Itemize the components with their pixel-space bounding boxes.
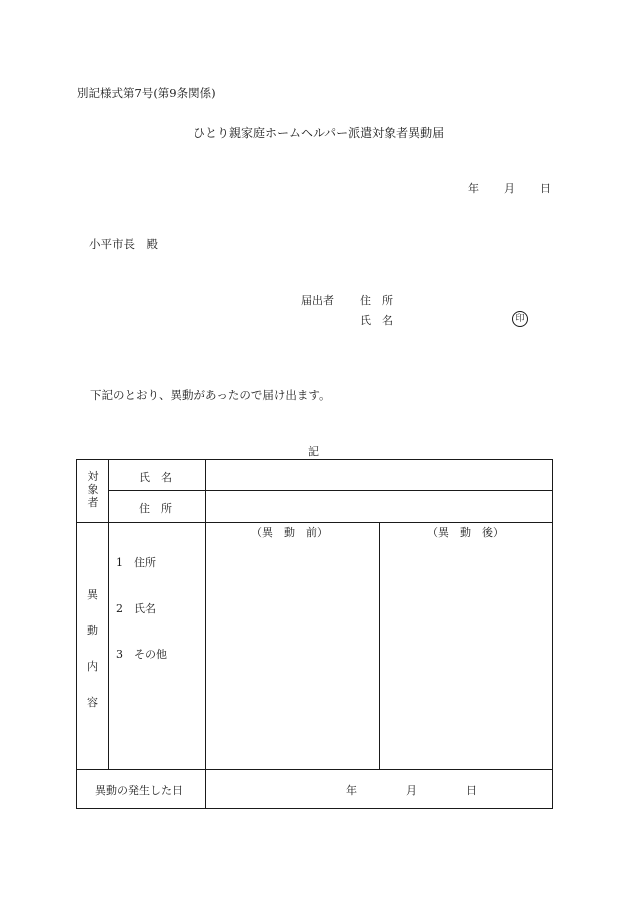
change-item: 2 氏名 bbox=[116, 602, 156, 615]
address-value-field[interactable] bbox=[207, 493, 551, 521]
date-year: 年 bbox=[468, 182, 479, 195]
col-divider bbox=[379, 522, 380, 769]
occurrence-year: 年 bbox=[346, 784, 357, 797]
date-month: 月 bbox=[504, 182, 515, 195]
target-label: 対 象 者 bbox=[87, 470, 99, 509]
occurrence-label: 異動の発生した日 bbox=[95, 784, 183, 797]
name-value-field[interactable] bbox=[207, 462, 551, 489]
name-label: 氏 名 bbox=[139, 471, 172, 484]
ki-label: 記 bbox=[308, 445, 319, 458]
row-divider bbox=[77, 522, 552, 523]
change-table: 対 象 者 氏 名 住 所 異 動 内 容 1 住所 2 氏名 3 その他 （異 動 前） （異 動 後） 異動の発生した日 年 月 日 bbox=[76, 459, 553, 809]
applicant-address-label: 住 所 bbox=[360, 294, 393, 307]
applicant-label: 届出者 bbox=[301, 294, 334, 307]
before-field[interactable] bbox=[207, 540, 377, 767]
address-label: 住 所 bbox=[139, 502, 172, 515]
row-divider bbox=[108, 490, 553, 491]
seal-icon: 印 bbox=[512, 311, 528, 327]
change-item: 3 その他 bbox=[116, 648, 167, 661]
occurrence-month: 月 bbox=[406, 784, 417, 797]
change-item: 1 住所 bbox=[116, 556, 156, 569]
col-divider bbox=[205, 460, 206, 808]
statement: 下記のとおり、異動があったので届け出ます。 bbox=[90, 388, 331, 402]
form-number: 別記様式第7号(第9条関係) bbox=[77, 86, 216, 100]
col-divider bbox=[108, 460, 109, 769]
after-header: （異 動 後） bbox=[427, 526, 504, 539]
date-day: 日 bbox=[540, 182, 551, 195]
applicant-name-label: 氏 名 bbox=[360, 314, 393, 327]
after-field[interactable] bbox=[381, 540, 551, 767]
occurrence-day: 日 bbox=[466, 784, 477, 797]
addressee: 小平市長 殿 bbox=[89, 237, 158, 251]
before-header: （異 動 前） bbox=[251, 526, 328, 539]
row-divider bbox=[77, 769, 552, 770]
document-title: ひとり親家庭ホームヘルパー派遣対象者異動届 bbox=[193, 126, 445, 140]
